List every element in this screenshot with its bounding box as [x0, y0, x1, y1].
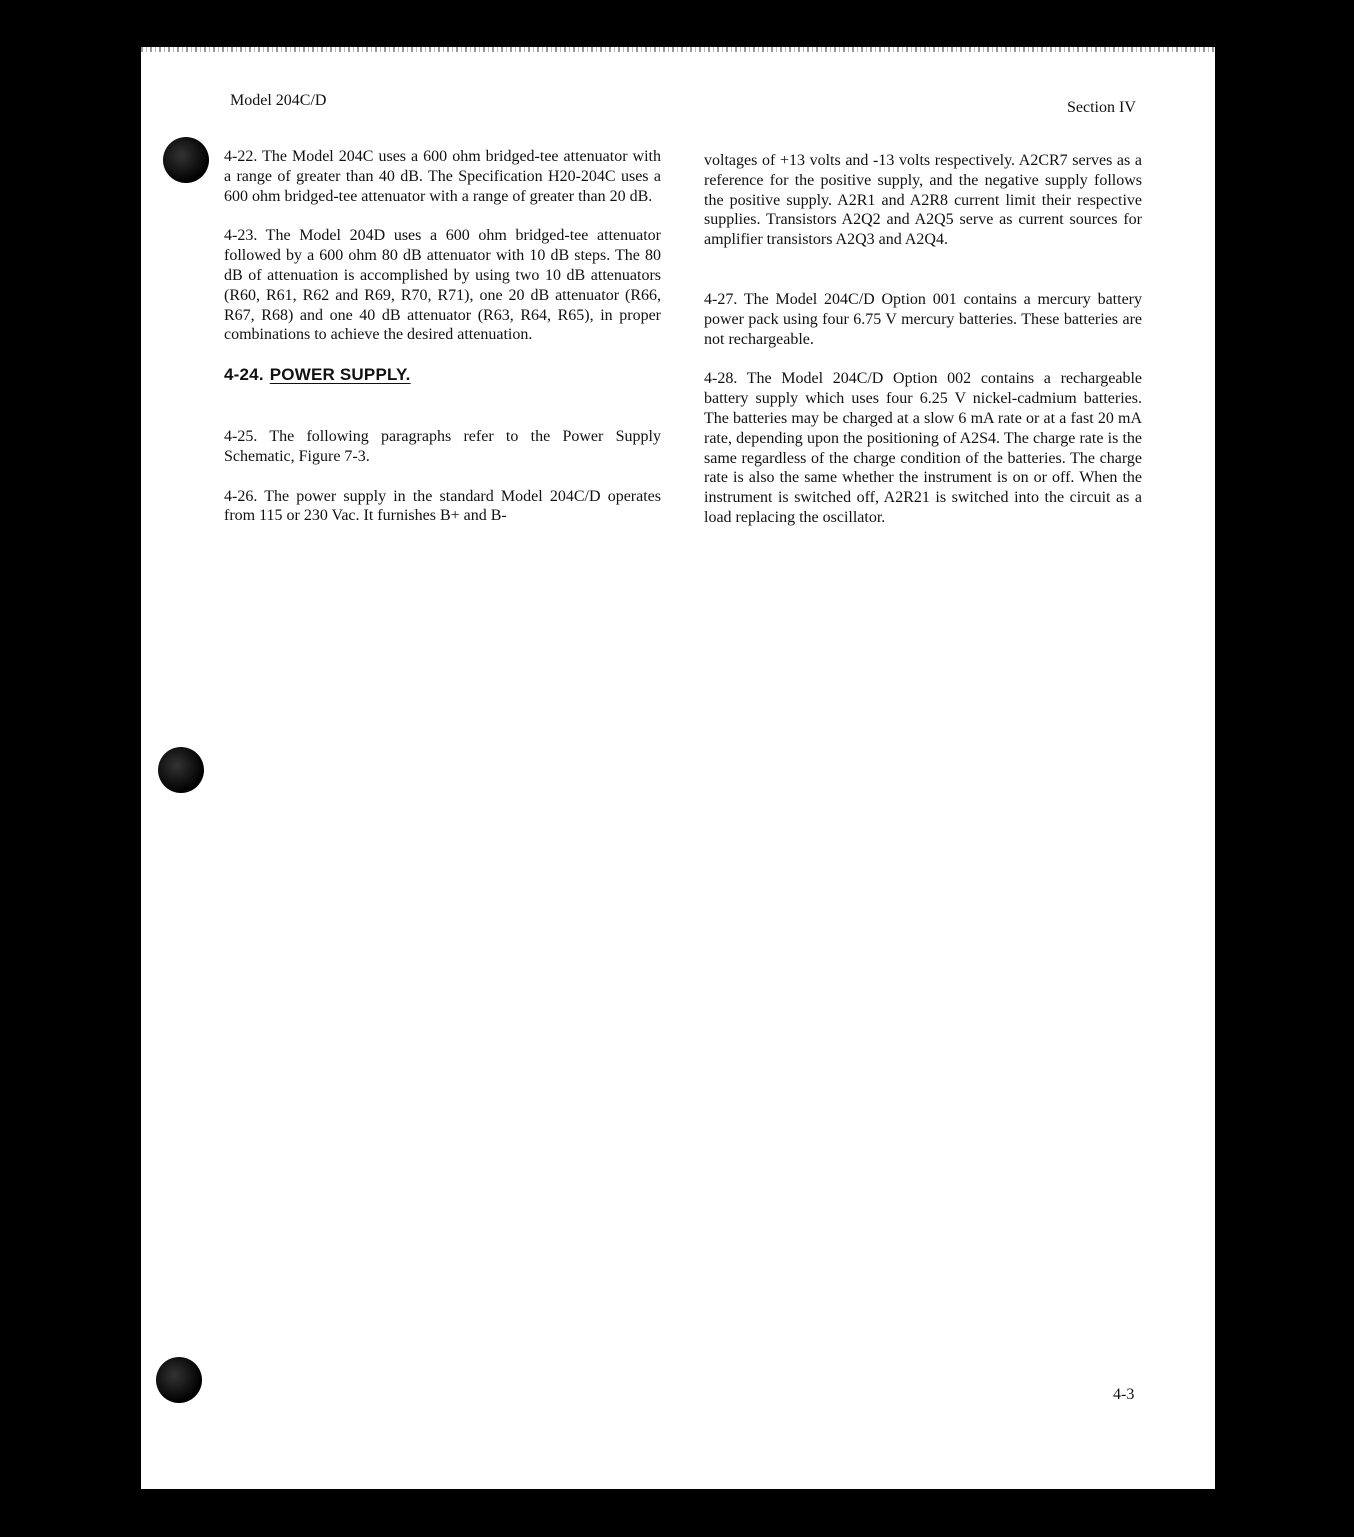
- header-section: Section IV: [1067, 99, 1136, 116]
- paragraph-4-26: 4-26. The power supply in the standard Model 204C/D operates from 115 or 230 Vac. It furnishes B+ and B-: [224, 487, 661, 525]
- paragraph-continued: voltages of +13 volts and -13 volts respectively. A2CR7 serves as a reference for the positive supply, and the negative supply follows the positive supply. A2R1 and A2R8 current limit their respective supplies. Transistors A2Q2 and A2Q5 serve as current sources for amplifier transistors A2Q3 and A2Q4.: [704, 152, 1142, 249]
- left-column: [224, 147, 661, 546]
- heading-number: 4-24.: [224, 365, 264, 385]
- header-model: Model 204C/D: [230, 92, 327, 109]
- punch-hole-bottom: [156, 1357, 202, 1403]
- paragraph-4-23: 4-23. The Model 204D uses a 600 ohm bridged-tee attenuator followed by a 600 ohm 80 dB attenuator with 10 dB steps. The 80 dB of attenuation is accomplished by using two 10 dB attenuators (R60, R61, R62 and R69, R70, R71), one 20 dB attenuator (R66, R67, R68) and one 40 dB attenuator (R63, R64, R65), in proper combinations to achieve the desired attenuation.: [224, 227, 661, 344]
- scan-edge: [141, 47, 1215, 52]
- page-number: 4-3: [1113, 1386, 1135, 1403]
- right-column: [704, 151, 1142, 548]
- punch-hole-middle: [158, 747, 204, 793]
- document-page: [141, 47, 1215, 1489]
- paragraph-4-22: 4-22. The Model 204C uses a 600 ohm bridged-tee attenuator with a range of greater than 40 dB. The Specification H20-204C uses a 600 ohm bridged-tee attenuator with a range of greater than 20 dB.: [224, 148, 661, 205]
- paragraph-4-27: 4-27. The Model 204C/D Option 001 contains a mercury battery power pack using four 6.75 V mercury batteries. These batteries are not rechargeable.: [704, 290, 1142, 348]
- heading-title: POWER SUPPLY.: [269, 365, 411, 385]
- section-heading: [224, 365, 661, 385]
- punch-hole-top: [163, 137, 209, 183]
- paragraph-4-25: 4-25. The following paragraphs refer to the Power Supply Schematic, Figure 7-3.: [224, 427, 661, 465]
- paragraph-4-28: 4-28. The Model 204C/D Option 002 contains a rechargeable battery supply which uses four 6.25 V nickel-cadmium batteries. The batteries may be charged at a slow 6 mA rate or at a fast 20 mA rate, depending upon the positioning of A2S4. The charge rate is the same regardless of the charge condition of the batteries. The charge rate is also the same whether the instrument is on or off. When the instrument is switched off, A2R21 is switched into the circuit as a load replacing the oscillator.: [704, 370, 1142, 526]
